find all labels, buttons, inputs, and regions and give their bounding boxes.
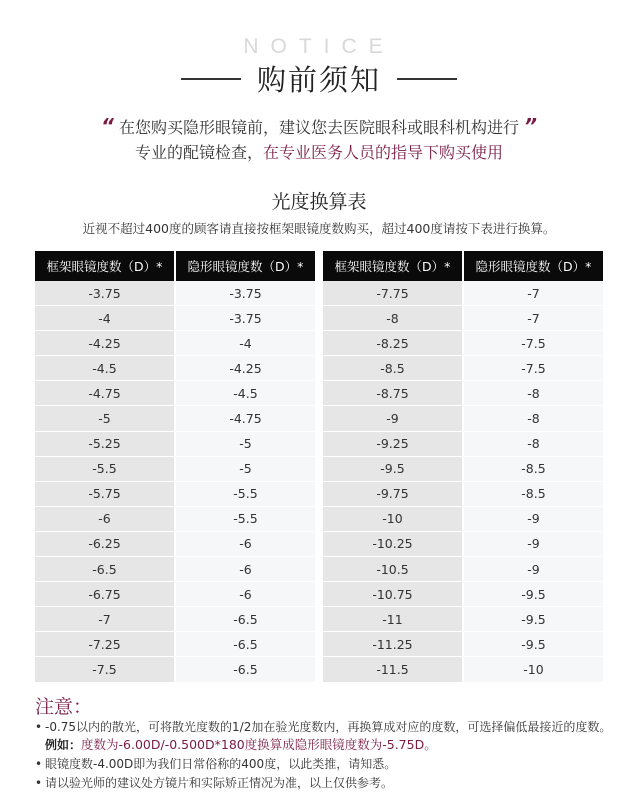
contact-power-cell: -8 [463, 381, 603, 406]
frame-power-cell: -4.25 [35, 331, 175, 356]
table-row [323, 557, 603, 582]
contact-power-cell: -5.5 [175, 506, 315, 531]
table-body-left [35, 281, 315, 682]
header-contact-power: 隐形眼镜度数（D）* [463, 251, 603, 281]
table-row [35, 281, 315, 306]
conversion-table-right [323, 251, 603, 683]
table-row [323, 582, 603, 607]
frame-power-cell: -11.25 [323, 632, 463, 657]
frame-power-cell: -4.5 [35, 356, 175, 381]
contact-power-cell: -9.5 [463, 632, 603, 657]
frame-power-cell: -9.75 [323, 481, 463, 506]
conversion-table-left [35, 251, 315, 683]
conversion-tables [35, 251, 603, 676]
table-row [323, 632, 603, 657]
frame-power-cell: -8 [323, 306, 463, 331]
contact-power-cell: -3.75 [175, 281, 315, 306]
intro-line-1-text: 在您购买隐形眼镜前，建议您去医院眼科或眼科机构进行 [118, 118, 519, 137]
frame-power-cell: -6.75 [35, 582, 175, 607]
page-title: 购前须知 [256, 63, 381, 97]
frame-power-cell: -9.5 [323, 456, 463, 481]
table-row [323, 406, 603, 431]
contact-power-cell: -7.5 [463, 356, 603, 381]
frame-power-cell: -11 [323, 607, 463, 632]
contact-power-cell: -4.25 [175, 356, 315, 381]
table-row [35, 531, 315, 556]
note-item-1-example-label: 例如： [45, 738, 82, 752]
table-row [35, 582, 315, 607]
contact-power-cell: -6.5 [175, 657, 315, 682]
frame-power-cell: -9 [323, 406, 463, 431]
table-row [323, 331, 603, 356]
close-quote-icon: ” [524, 114, 537, 138]
contact-power-cell: -6 [175, 557, 315, 582]
title-row [0, 58, 638, 99]
frame-power-cell: -5 [35, 406, 175, 431]
contact-power-cell: -5.5 [175, 481, 315, 506]
table-row [35, 481, 315, 506]
contact-power-cell: -6 [175, 531, 315, 556]
contact-power-cell: -4 [175, 331, 315, 356]
note-item-2: • 眼镜度数-4.00D即为我们日常俗称的400度，以此类推，请知悉。 [35, 756, 615, 773]
table-row [35, 431, 315, 456]
intro-line-2-accent: 在专业医务人员的指导下购买使用 [263, 143, 504, 162]
table-row [323, 657, 603, 682]
contact-power-cell: -8 [463, 431, 603, 456]
notes-title: 注意： [35, 696, 93, 718]
table-header-row [323, 251, 603, 281]
frame-power-cell: -4.75 [35, 381, 175, 406]
contact-power-cell: -6 [175, 582, 315, 607]
table-row [35, 331, 315, 356]
table-row [35, 306, 315, 331]
table-row [323, 607, 603, 632]
contact-power-cell: -7 [463, 306, 603, 331]
frame-power-cell: -5.25 [35, 431, 175, 456]
table-row [35, 506, 315, 531]
table-row [35, 657, 315, 682]
contact-power-cell: -5 [175, 456, 315, 481]
frame-power-cell: -6 [35, 506, 175, 531]
intro-text [0, 114, 638, 165]
frame-power-cell: -8.5 [323, 356, 463, 381]
contact-power-cell: -9 [463, 531, 603, 556]
frame-power-cell: -8.75 [323, 381, 463, 406]
conversion-title: 光度换算表 [271, 191, 367, 213]
note-item-1 [35, 719, 615, 754]
table-row [323, 506, 603, 531]
title-right-line [397, 78, 457, 80]
contact-power-cell: -5 [175, 431, 315, 456]
header-contact-power: 隐形眼镜度数（D）* [175, 251, 315, 281]
notes-list [35, 719, 615, 794]
frame-power-cell: -10.25 [323, 531, 463, 556]
contact-power-cell: -9 [463, 506, 603, 531]
table-row [323, 356, 603, 381]
frame-power-cell: -6.25 [35, 531, 175, 556]
frame-power-cell: -6.5 [35, 557, 175, 582]
frame-power-cell: -10.75 [323, 582, 463, 607]
contact-power-cell: -9.5 [463, 582, 603, 607]
frame-power-cell: -4 [35, 306, 175, 331]
intro-line-2-plain: 专业的配镜检查， [134, 143, 263, 162]
contact-power-cell: -6.5 [175, 607, 315, 632]
table-row [35, 632, 315, 657]
contact-power-cell: -9.5 [463, 607, 603, 632]
frame-power-cell: -5.75 [35, 481, 175, 506]
frame-power-cell: -7 [35, 607, 175, 632]
table-row [323, 431, 603, 456]
notice-heading-en: NOTICE [243, 35, 395, 58]
header-frame-power: 框架眼镜度数（D）* [35, 251, 175, 281]
contact-power-cell: -7.5 [463, 331, 603, 356]
table-row [35, 456, 315, 481]
frame-power-cell: -7.5 [35, 657, 175, 682]
contact-power-cell: -4.5 [175, 381, 315, 406]
table-row [35, 557, 315, 582]
contact-power-cell: -10 [463, 657, 603, 682]
table-row [35, 356, 315, 381]
table-row [323, 456, 603, 481]
intro-line-2 [0, 140, 638, 165]
contact-power-cell: -8.5 [463, 456, 603, 481]
table-row [323, 381, 603, 406]
table-row [323, 281, 603, 306]
frame-power-cell: -9.25 [323, 431, 463, 456]
table-row [35, 406, 315, 431]
note-item-3: • 请以验光师的建议处方镜片和实际矫正情况为准，以上仅供参考。 [35, 775, 615, 792]
contact-power-cell: -4.75 [175, 406, 315, 431]
contact-power-cell: -6.5 [175, 632, 315, 657]
frame-power-cell: -8.25 [323, 331, 463, 356]
table-row [35, 607, 315, 632]
note-item-1-example: 度数为-6.00D/-0.500D*180度换算成隐形眼镜度数为-5.75D。 [81, 737, 437, 752]
table-row [323, 306, 603, 331]
contact-power-cell: -3.75 [175, 306, 315, 331]
title-left-line [181, 78, 241, 80]
contact-power-cell: -8 [463, 406, 603, 431]
conversion-description: 近视不超过400度的顾客请直接按框架眼镜度数购买，超过400度请按下表进行换算。 [82, 221, 556, 236]
contact-power-cell: -8.5 [463, 481, 603, 506]
table-body-right [323, 281, 603, 682]
frame-power-cell: -5.5 [35, 456, 175, 481]
open-quote-icon: “ [101, 114, 114, 138]
frame-power-cell: -7.25 [35, 632, 175, 657]
intro-line-1 [0, 114, 638, 140]
frame-power-cell: -11.5 [323, 657, 463, 682]
frame-power-cell: -3.75 [35, 281, 175, 306]
table-row [323, 481, 603, 506]
note-item-1-plain: -0.75以内的散光，可将散光度数的1/2加在验光度数内，再换算成对应的度数，可选择偏低最接近的度数。 [45, 720, 612, 734]
frame-power-cell: -10 [323, 506, 463, 531]
frame-power-cell: -10.5 [323, 557, 463, 582]
frame-power-cell: -7.75 [323, 281, 463, 306]
table-header-row [35, 251, 315, 281]
contact-power-cell: -7 [463, 281, 603, 306]
table-row [35, 381, 315, 406]
header-frame-power: 框架眼镜度数（D）* [323, 251, 463, 281]
contact-power-cell: -9 [463, 557, 603, 582]
table-row [323, 531, 603, 556]
